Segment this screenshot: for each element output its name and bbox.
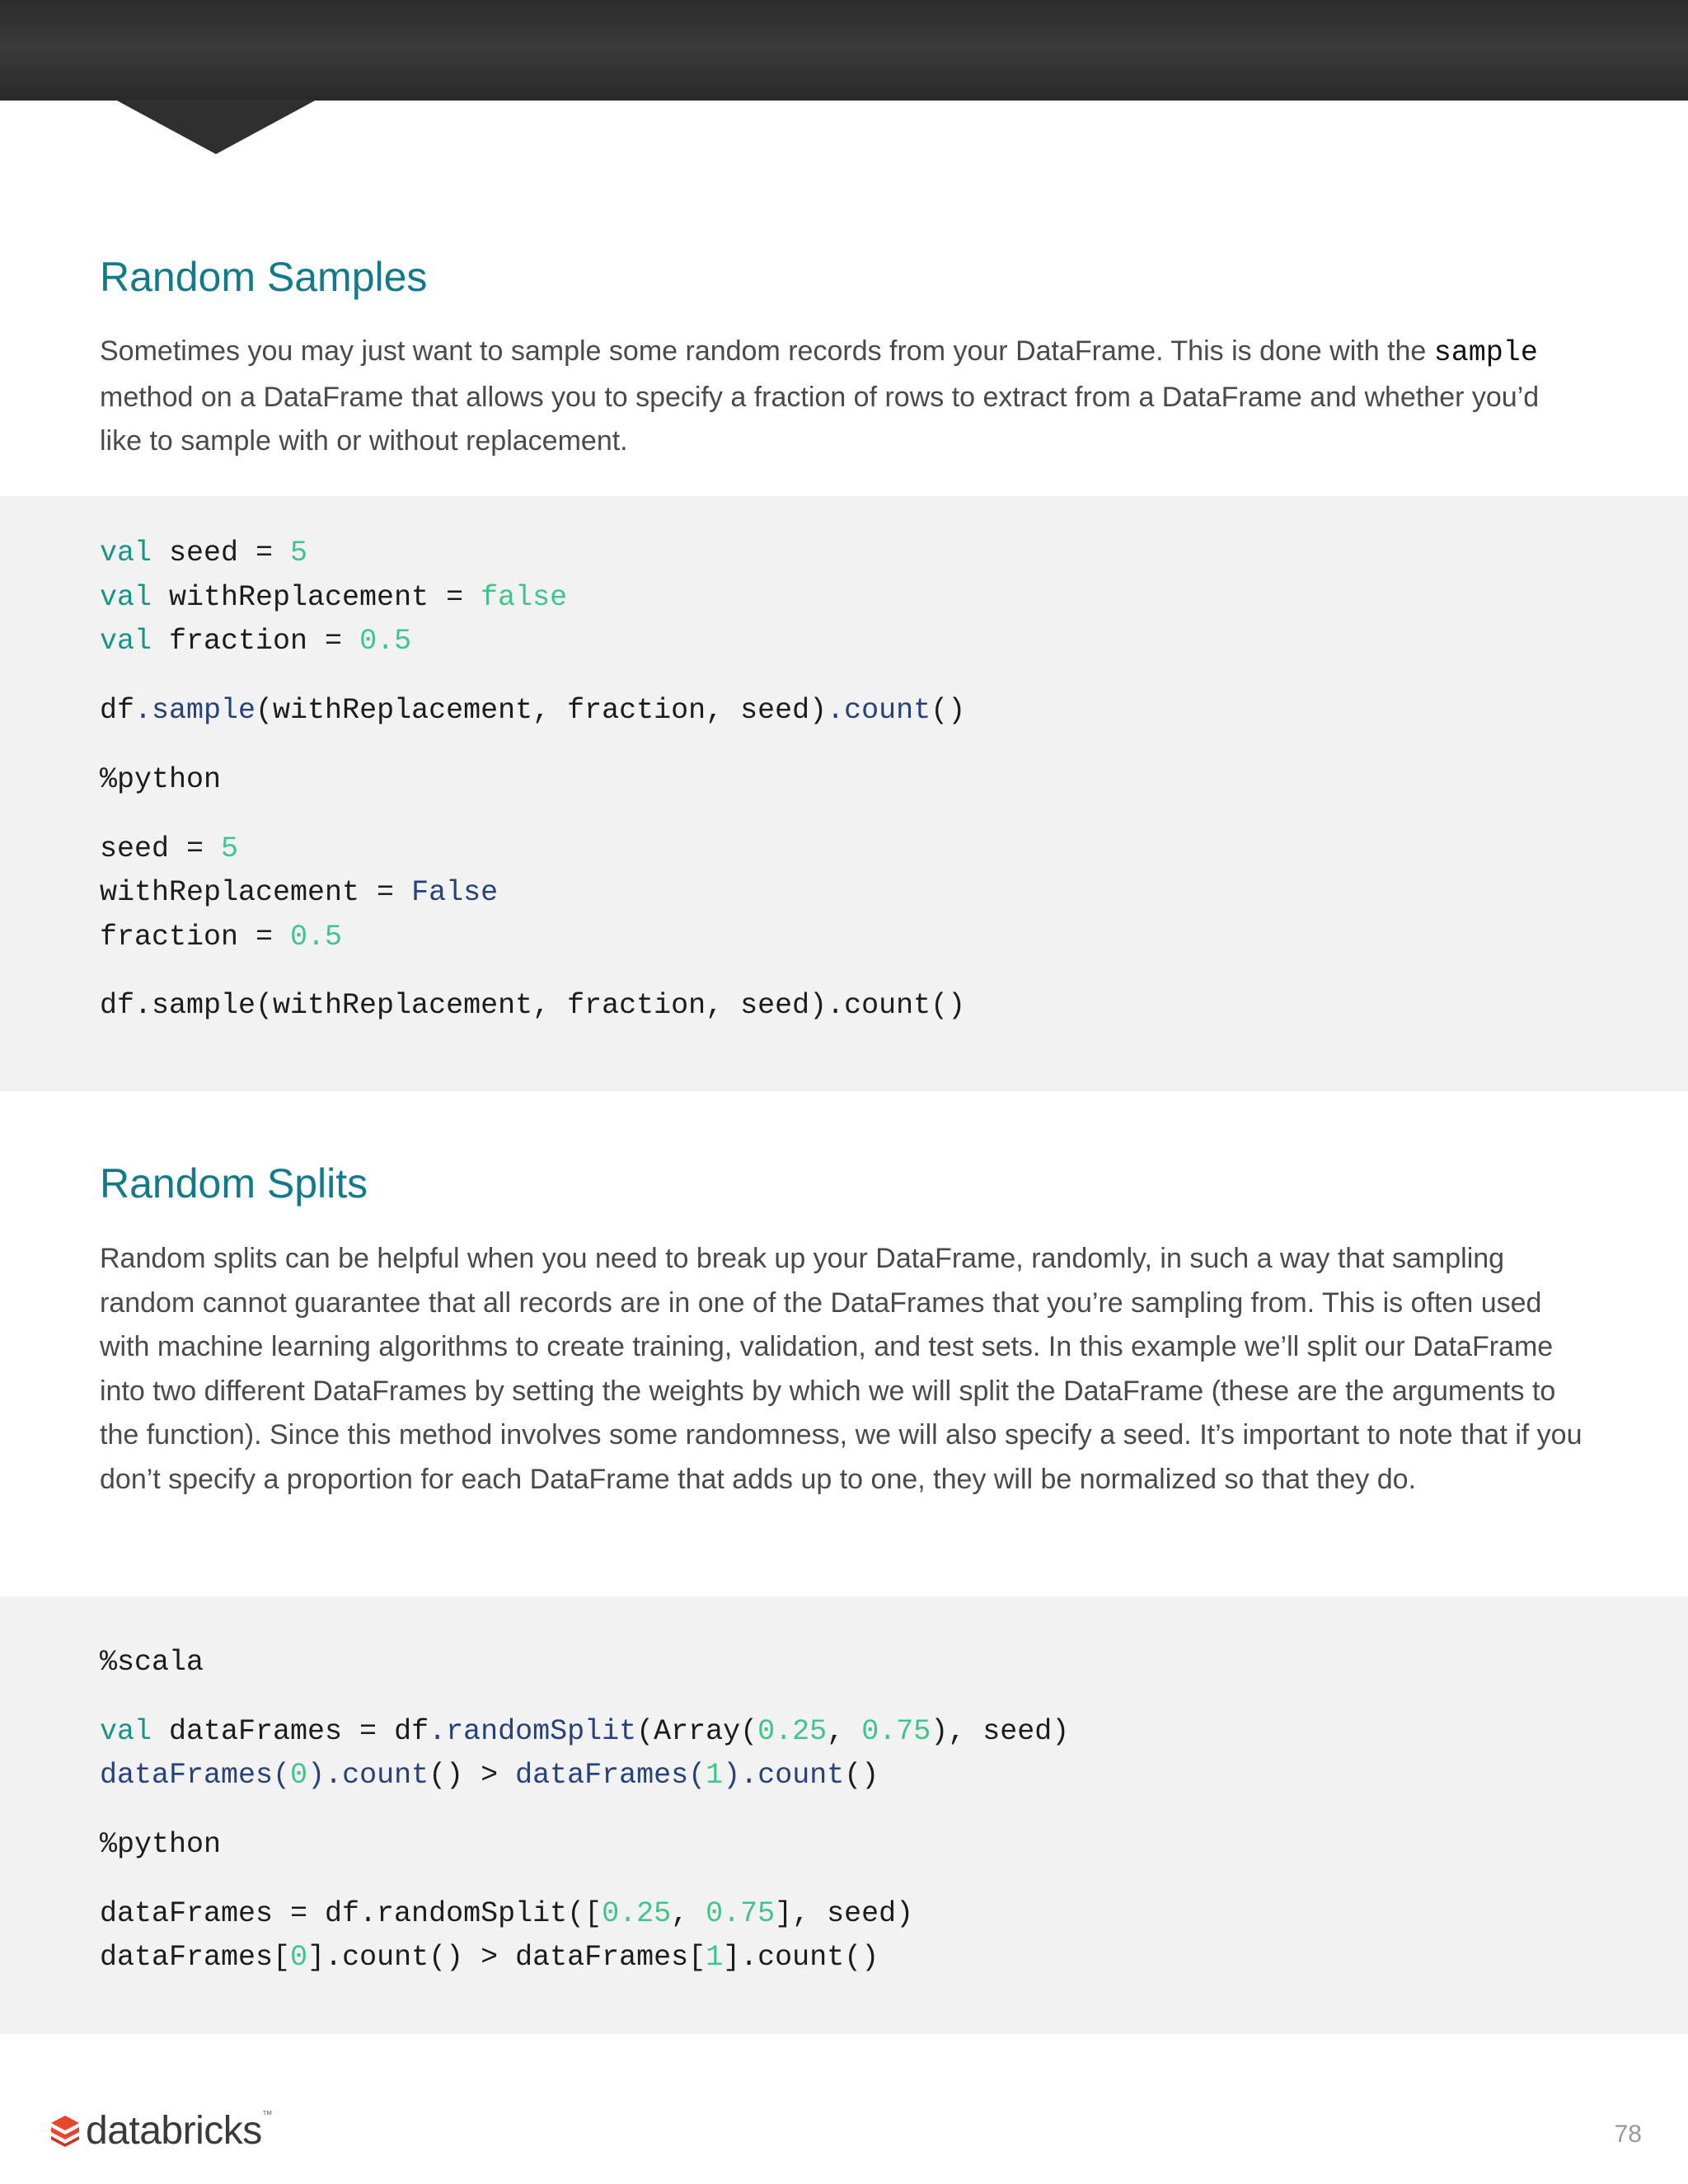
code-line: seed = 5: [100, 832, 239, 865]
code-line: val dataFrames = df.randomSplit(Array(0.25, 0.75), seed): [100, 1715, 1070, 1748]
page-number: 78: [1614, 2121, 1642, 2148]
header-notch: [115, 100, 316, 154]
code-line: dataFrames(0).count() > dataFrames(1).count(): [100, 1759, 879, 1792]
random-samples-paragraph: Sometimes you may just want to sample some random records from your DataFrame. This is done with the sample method on a DataFrame that allows you to specify a fraction of rows to extract from a DataFrame and whether you’d like to sample with or without replacement.: [100, 335, 1540, 457]
code-line: fraction = 0.5: [100, 921, 343, 954]
code-line: df.sample(withReplacement, fraction, seed).count(): [100, 694, 966, 727]
code-line: dataFrames[0].count() > dataFrames[1].count(): [100, 1941, 879, 1974]
code-line: dataFrames = df.randomSplit([0.25, 0.75], seed): [100, 1897, 914, 1930]
random-splits-paragraph: Random splits can be helpful when you need to break up your DataFrame, randomly, in such a way that sampling random cannot guarantee that all records are in one of the DataFrames that you’re sampling from. This is often used with machine learning algorithms to create training, validation, and test sets. In this example we’ll split our DataFrame into two different DataFrames by setting the weights by which we will split the DataFrame (these are the arguments to the function). Since this method involves some randomness, we will also specify a seed. It’s important to note that if you don’t specify a proportion for each DataFrame that adds up to one, they will be normalized so that they do.: [100, 1243, 1582, 1495]
code-line: val fraction = 0.5: [100, 625, 412, 658]
section-title-random-splits: Random Splits: [100, 1160, 368, 1207]
code-line: val withReplacement = false: [100, 581, 568, 614]
header-banner: [0, 0, 1688, 101]
inline-code-sample: sample: [1433, 336, 1538, 369]
code-line: %scala: [100, 1646, 204, 1679]
code-line: %python: [100, 1828, 222, 1861]
code-line: %python: [100, 763, 222, 796]
brand-name: databricks™: [86, 2107, 273, 2153]
databricks-stack-icon: [49, 2114, 81, 2147]
code-line: df.sample(withReplacement, fraction, seed).count(): [100, 989, 966, 1022]
code-line: val seed = 5: [100, 537, 308, 569]
section-title-random-samples: Random Samples: [100, 254, 428, 300]
databricks-logo: [49, 2106, 272, 2155]
code-line: withReplacement = False: [100, 876, 499, 909]
